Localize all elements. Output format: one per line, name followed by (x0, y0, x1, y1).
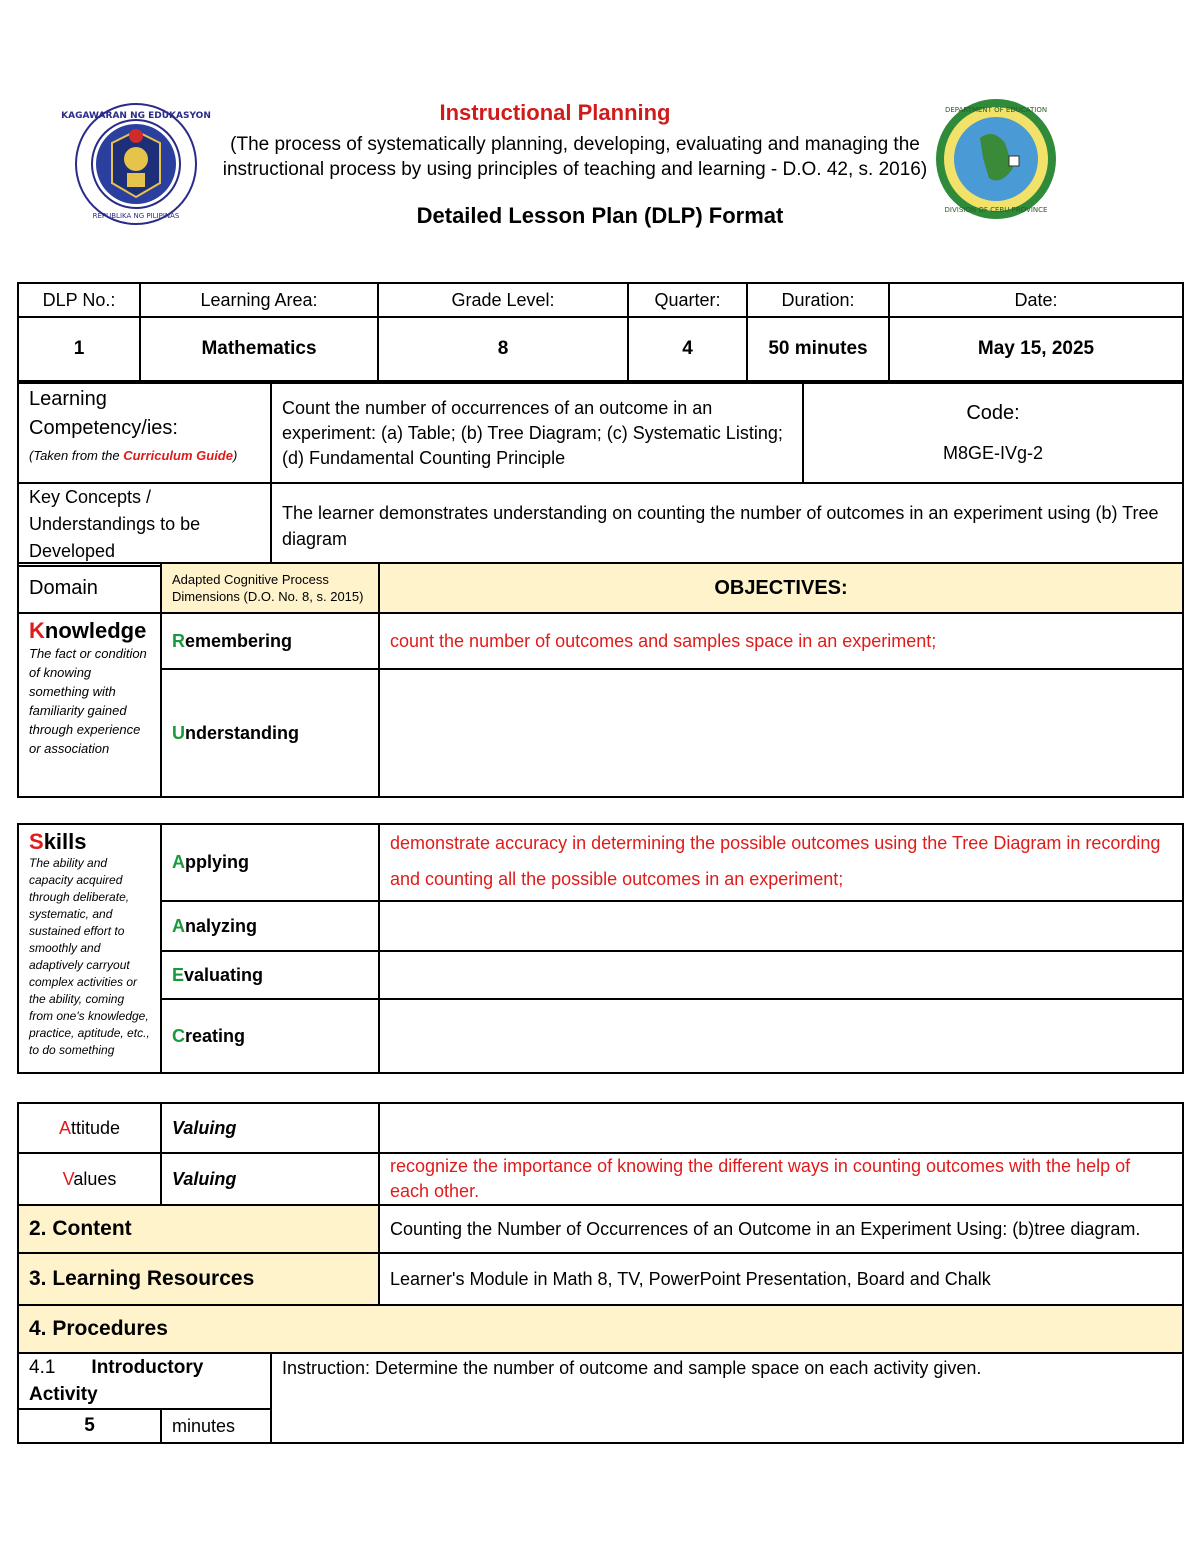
value-quarter: 4 (628, 317, 747, 381)
level-analyzing (161, 901, 379, 951)
objectives-header: OBJECTIVES: (379, 563, 1183, 613)
level-initial: E (172, 964, 185, 985)
dlp-format-title: Detailed Lesson Plan (DLP) Format (416, 203, 784, 228)
attitude-label (18, 1103, 161, 1153)
competency-label-cell (18, 383, 271, 483)
code-value: M8GE-IVg-2 (942, 443, 1044, 463)
content-label: 2. Content (18, 1205, 379, 1253)
level-initial: A (172, 852, 185, 872)
intro-minutes-unit: minutes (161, 1409, 271, 1443)
intro-activity-label (18, 1353, 271, 1409)
skills-title (29, 829, 150, 855)
info-table (17, 282, 1184, 382)
values-initial: V (62, 1168, 74, 1189)
attitude-initial: A (58, 1117, 71, 1138)
level-rest: nderstanding (185, 722, 300, 743)
adapted-cognitive-header: Adapted Cognitive Process Dimensions (D.O. No. 8, s. 2015) (161, 563, 379, 613)
knowledge-title (29, 618, 150, 644)
level-initial: U (172, 722, 185, 743)
level-remembering (161, 613, 379, 669)
level-rest: pplying (185, 852, 249, 872)
procedures-label: 4. Procedures (18, 1305, 1183, 1353)
value-dlp-no: 1 (18, 317, 140, 381)
intro-minutes-value: 5 (18, 1409, 161, 1443)
competency-text: Count the number of occurrences of an outcome in an experiment: (a) Table; (b) Tree Diagram; (c) Systematic Listing; (d) Fundamental Counting Principle (271, 383, 803, 483)
intro-label-2: Activity (29, 1384, 98, 1405)
competency-table (17, 382, 1184, 484)
curriculum-guide-label: Curriculum Guide (123, 448, 233, 463)
svg-text:KAGAWARAN NG EDUKASYON: KAGAWARAN NG EDUKASYON (61, 111, 211, 121)
objective-evaluating (379, 951, 1183, 999)
competency-label-line2: Competency/ies: (29, 417, 178, 439)
header-learning-area: Learning Area: (140, 283, 378, 317)
page-subtitle (150, 132, 1000, 182)
attitude-level: Valuing (161, 1103, 379, 1153)
header-quarter: Quarter: (628, 283, 747, 317)
objective-analyzing (379, 901, 1183, 951)
introductory-activity-table (17, 1352, 1184, 1444)
level-rest: reating (185, 1025, 246, 1046)
taken-prefix: (Taken from the (29, 448, 124, 463)
level-initial: R (172, 630, 185, 651)
intro-label-1: Introductory (91, 1357, 204, 1378)
taken-suffix: ) (232, 448, 238, 463)
skills-rest: kills (43, 829, 87, 854)
key-concepts-text: The learner demonstrates understanding on counting the number of outcomes in an experiment using (b) Tree diagram (271, 483, 1183, 566)
learning-resources-text: Learner's Module in Math 8, TV, PowerPoint Presentation, Board and Chalk (379, 1253, 1183, 1305)
value-grade-level: 8 (378, 317, 628, 381)
attitude-objective (379, 1103, 1183, 1153)
domain-header: Domain (18, 563, 161, 613)
attitude-rest: ttitude (70, 1117, 121, 1138)
skills-description: The ability and capacity acquired through deliberate, systematic, and sustained effort to smoothly and adaptively carryout complex activities or the ability, coming from one's knowledge, practice, aptitude, etc., to do something (29, 856, 150, 1057)
svg-text:REPUBLIKA NG PILIPINAS: REPUBLIKA NG PILIPINAS (92, 212, 180, 220)
intro-activity-text: Instruction: Determine the number of outcome and sample space on each activity given. (271, 1353, 1183, 1443)
skills-domain-cell (18, 824, 161, 1073)
page-title: Instructional Planning (439, 100, 671, 125)
header-duration: Duration: (747, 283, 889, 317)
level-initial: C (172, 1025, 185, 1046)
key-concepts-table (17, 482, 1184, 567)
code-label: Code: (966, 402, 1020, 424)
objective-creating (379, 999, 1183, 1073)
objective-remembering: count the number of outcomes and samples space in an experiment; (379, 613, 1183, 669)
subtitle-line-1: (The process of systematically planning, developing, evaluating and managing the (230, 134, 920, 155)
level-rest: nalyzing (185, 915, 258, 936)
svg-text:DIVISION OF CEBU PROVINCE: DIVISION OF CEBU PROVINCE (944, 206, 1048, 214)
knowledge-table (17, 562, 1184, 798)
knowledge-rest: nowledge (44, 618, 147, 643)
content-text: Counting the Number of Occurrences of an Outcome in an Experiment Using: (b)tree diagram. (379, 1205, 1183, 1253)
knowledge-description: The fact or condition of knowing something with familiarity gained through experience or association (29, 646, 147, 756)
values-content-table (17, 1102, 1184, 1354)
objective-understanding (379, 669, 1183, 797)
knowledge-domain-cell (18, 613, 161, 797)
intro-activity-line1 (29, 1354, 260, 1381)
competency-label-line1: Learning (29, 388, 107, 410)
value-learning-area: Mathematics (140, 317, 378, 381)
code-cell (803, 383, 1183, 483)
level-evaluating (161, 951, 379, 999)
value-date: May 15, 2025 (889, 317, 1183, 381)
header-grade-level: Grade Level: (378, 283, 628, 317)
learning-resources-label: 3. Learning Resources (18, 1253, 379, 1305)
header-dlp-no: DLP No.: (18, 283, 140, 317)
objective-applying: demonstrate accuracy in determining the possible outcomes using the Tree Diagram in recording and counting all the possible outcomes in an experiment; (379, 824, 1183, 901)
values-label (18, 1153, 161, 1205)
values-rest: alues (73, 1168, 117, 1189)
subtitle-line-2: instructional process by using principles of teaching and learning - D.O. 42, s. 2016) (222, 159, 928, 180)
key-concepts-label: Key Concepts / Understandings to be Developed (18, 483, 271, 566)
level-rest: valuating (184, 964, 264, 985)
svg-text:DEPARTMENT OF EDUCATION: DEPARTMENT OF EDUCATION (944, 106, 1048, 114)
values-objective: recognize the importance of knowing the different ways in counting outcomes with the help of each other. (379, 1153, 1183, 1205)
skills-initial: S (29, 829, 44, 854)
value-duration: 50 minutes (747, 317, 889, 381)
level-understanding (161, 669, 379, 797)
level-initial: A (172, 915, 185, 936)
intro-number: 4.1 (29, 1357, 56, 1378)
skills-table (17, 823, 1184, 1074)
header-date: Date: (889, 283, 1183, 317)
level-rest: emembering (185, 630, 293, 651)
level-creating (161, 999, 379, 1073)
level-applying (161, 824, 379, 901)
knowledge-initial: K (29, 618, 45, 643)
competency-source (29, 448, 260, 463)
values-level: Valuing (161, 1153, 379, 1205)
